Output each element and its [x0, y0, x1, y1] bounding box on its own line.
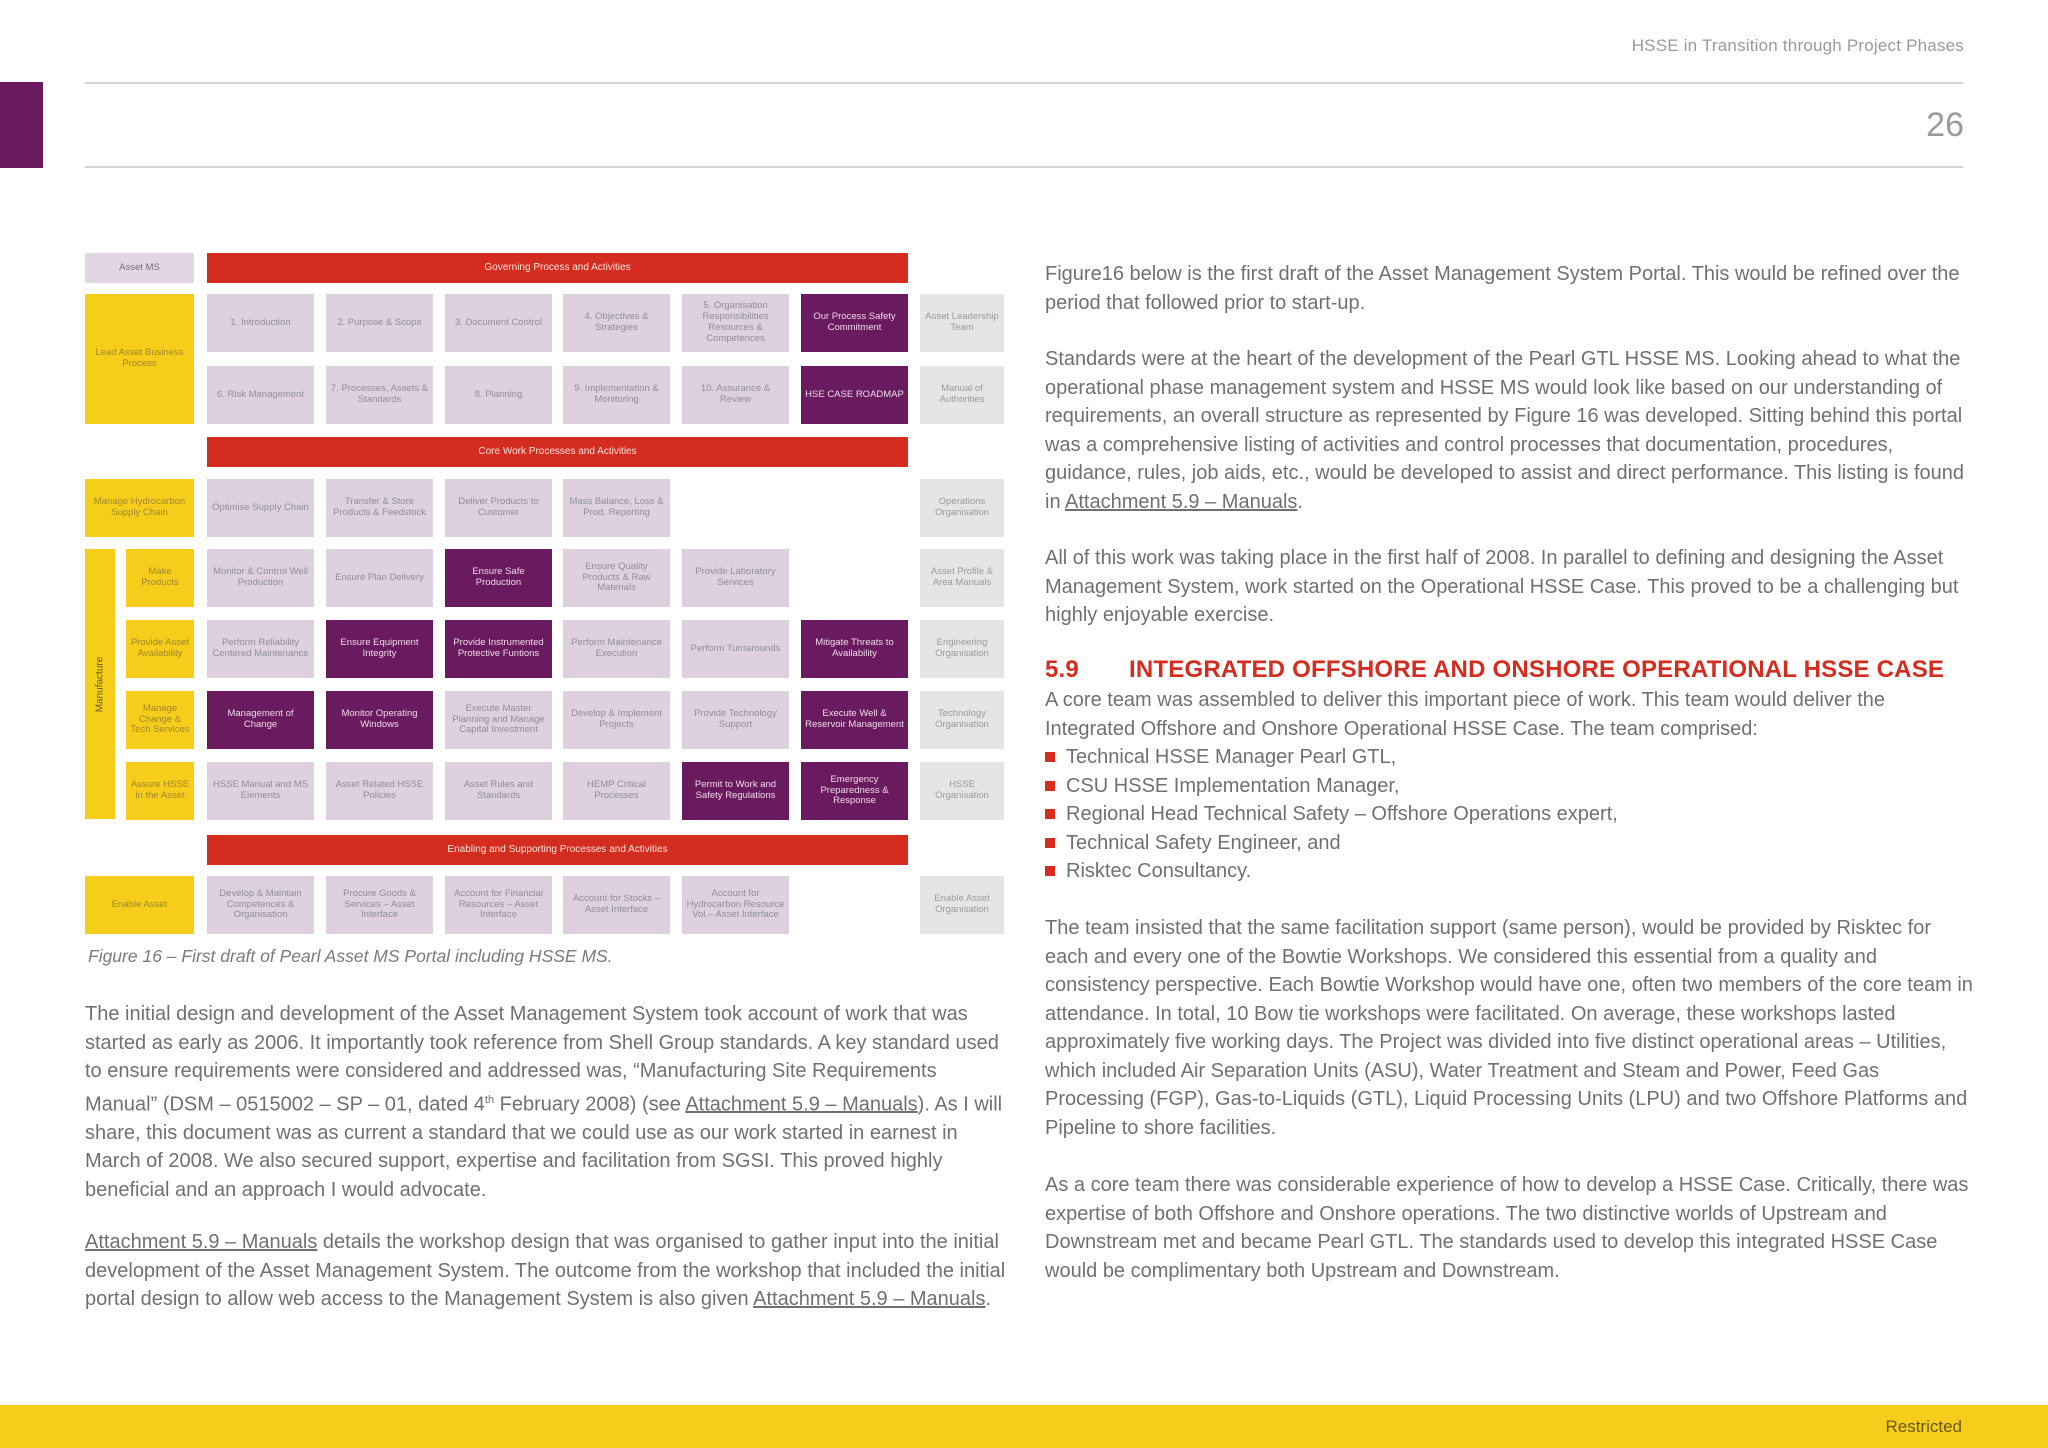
right-enable-org: Enable Asset Organisation [920, 876, 1004, 934]
core-cell: Ensure Plan Delivery [326, 549, 433, 607]
right-engineering: Engineering Organisation [920, 620, 1004, 678]
bullet-square-icon [1045, 866, 1055, 876]
gov-cell-highlight: HSE CASE ROADMAP [801, 366, 908, 424]
core-cell: HEMP Critical Processes [563, 762, 670, 820]
running-header: HSSE in Transition through Project Phases [1631, 36, 1964, 55]
enable-cell: Account for Financial Resources – Asset Interface [445, 876, 552, 934]
bullet-square-icon [1045, 838, 1055, 848]
band-core: Core Work Processes and Activities [207, 437, 908, 467]
right-paragraph-3: All of this work was taking place in the first half of 2008. In parallel to defining and designing the Asset Management System, work started on the Operational HSSE Case. This proved to be a challenging but highly enjoyable exercise. [1045, 547, 1959, 626]
list-item: Technical Safety Engineer, and [1045, 829, 1970, 858]
right-leadership: Asset Leadership Team [920, 294, 1004, 352]
list-item: Regional Head Technical Safety – Offshore Operations expert, [1045, 800, 1970, 829]
right-hsse-org: HSSE Organisation [920, 762, 1004, 820]
right-asset-profile: Asset Profile & Area Manuals [920, 549, 1004, 607]
asset-ms-label: Asset MS [85, 253, 194, 283]
core-cell-highlight: Mitigate Threats to Availability [801, 620, 908, 678]
header-rule-top [85, 82, 1963, 84]
enable-cell: Develop & Maintain Competences & Organisation [207, 876, 314, 934]
enable-cell: Account for Hydrocarbon Resource Vol.– Asset Interface [682, 876, 789, 934]
right-paragraph-4: A core team was assembled to deliver this important piece of work. This team would deliver the Integrated Offshore and Onshore Operational HSSE Case. The team comprised: [1045, 689, 1886, 740]
section-number: 5.9 [1045, 656, 1079, 683]
gov-cell: 5. Organisation Responsibilities Resources & Competences [682, 294, 789, 352]
core-cell: Mass Balance, Loss & Prod. Reporting [563, 479, 670, 537]
gov-cell: 2. Purpose & Scope [326, 294, 433, 352]
header-rule-bottom [85, 166, 1963, 168]
team-list [1045, 743, 1970, 886]
core-cell: Execute Master Planning and Manage Capital Investment [445, 691, 552, 749]
left-paragraph-2: Attachment 5.9 – Manuals details the workshop design that was organised to gather input into the initial development of the Asset Management System. The outcome from the workshop that included the initial portal design to allow web access to the Management System is also given Attachment 5.9 – Manuals. [85, 1231, 1006, 1310]
core-cell-highlight: Monitor Operating Windows [326, 691, 433, 749]
core-cell: Monitor & Control Well Production [207, 549, 314, 607]
left-manage-change: Manage Change & Tech Services [126, 691, 194, 749]
enable-cell: Procure Goods & Services – Asset Interface [326, 876, 433, 934]
section-heading [1045, 656, 1944, 684]
list-item: Risktec Consultancy. [1045, 857, 1970, 886]
classification-label: Restricted [1885, 1417, 1962, 1436]
core-cell: Deliver Products to Customer [445, 479, 552, 537]
left-supply-chain: Manage Hydrocarbon Supply Chain [85, 479, 194, 537]
left-lead-asset: Lead Asset Business Process [85, 294, 194, 424]
asset-ms-portal-figure [85, 253, 1004, 936]
gov-cell: 6. Risk Management [207, 366, 314, 424]
core-cell: Asset Rules and Standards [445, 762, 552, 820]
core-cell-highlight: Permit to Work and Safety Regulations [682, 762, 789, 820]
right-paragraph-2: Standards were at the heart of the development of the Pearl GTL HSSE MS. Looking ahead to what the operational phase management system and HSSE MS would look like based on our understanding of requirements, an overall structure as represented by Figure 16 was developed. Sitting behind this portal was a comprehensive listing of activities and control processes that documentation, procedures, guidance, rules, job aids, etc., would be developed to assist and direct performance. This listing is found in Attachment 5.9 – Manuals. [1045, 348, 1965, 513]
core-cell: Optimise Supply Chain [207, 479, 314, 537]
left-assure-hsse: Assure HSSE in the Asset [126, 762, 194, 820]
left-paragraph-1: The initial design and development of the Asset Management System took account of work that was started as early as 2006. It importantly took reference from Shell Group standards. A key standard used to ensure requirements were considered and addressed was, “Manufacturing Site Requirements Manual” (DSM – 0515002 – SP – 01, dated 4th February 2008) (see Attachment 5.9 – Manuals). As I will share, this document was as current a standard that we could use as our work started in earnest in March of 2008. We also secured support, expertise and facilitation from SGSI. This proved highly beneficial and an approach I would advocate. [85, 1003, 1003, 1201]
left-provide-availability: Provide Asset Availability [126, 620, 194, 678]
right-operations: Operations Organisation [920, 479, 1004, 537]
right-paragraph-1: Figure16 below is the first draft of the Asset Management System Portal. This would be refined over the period that followed prior to start-up. [1045, 263, 1960, 314]
gov-cell: 10. Assurance & Review [682, 366, 789, 424]
gov-cell: 1. Introduction [207, 294, 314, 352]
right-manual: Manual of Authorities [920, 366, 1004, 424]
attachment-link[interactable]: Attachment 5.9 – Manuals [1065, 490, 1298, 513]
manufacture-label: Manufacture [85, 549, 115, 819]
gov-cell: 9. Implementation & Monitoring [563, 366, 670, 424]
bullet-square-icon [1045, 781, 1055, 791]
bullet-square-icon [1045, 752, 1055, 762]
footer-bar [0, 1405, 2048, 1448]
core-cell: Provide Laboratory Services [682, 549, 789, 607]
core-cell-highlight: Ensure Safe Production [445, 549, 552, 607]
core-cell: Perform Reliability Centered Maintenance [207, 620, 314, 678]
right-technology: Technology Organisation [920, 691, 1004, 749]
core-cell-highlight: Provide Instrumented Protective Funtions [445, 620, 552, 678]
core-cell: Asset Related HSSE Policies [326, 762, 433, 820]
attachment-link[interactable]: Attachment 5.9 – Manuals [85, 1231, 318, 1253]
gov-cell: 8. Planning [445, 366, 552, 424]
section-title: INTEGRATED OFFSHORE AND ONSHORE OPERATIONAL HSSE CASE [1129, 656, 1945, 683]
core-cell: Perform Maintenance Execution [563, 620, 670, 678]
gov-cell-highlight: Our Process Safety Commitment [801, 294, 908, 352]
list-item: Technical HSSE Manager Pearl GTL, [1045, 743, 1970, 772]
figure-caption: Figure 16 – First draft of Pearl Asset MS Portal including HSSE MS. [88, 946, 613, 966]
bullet-square-icon [1045, 809, 1055, 819]
core-cell: HSSE Manual and MS Elements [207, 762, 314, 820]
band-governing: Governing Process and Activities [207, 253, 908, 283]
core-cell-highlight: Management of Change [207, 691, 314, 749]
core-cell: Provide Technology Support [682, 691, 789, 749]
left-make-products: Make Products [126, 549, 194, 607]
section-tab-marker [0, 82, 43, 168]
core-cell-highlight: Ensure Equipment Integrity [326, 620, 433, 678]
page-number: 26 [1926, 106, 1964, 144]
attachment-link[interactable]: Attachment 5.9 – Manuals [685, 1093, 918, 1116]
band-enabling: Enabling and Supporting Processes and Activities [207, 835, 908, 865]
left-enable-asset: Enable Asset [85, 876, 194, 934]
core-cell: Develop & Implement Projects [563, 691, 670, 749]
attachment-link[interactable]: Attachment 5.9 – Manuals [753, 1288, 986, 1310]
core-cell-highlight: Execute Well & Reservoir Management [801, 691, 908, 749]
gov-cell: 3. Document Control [445, 294, 552, 352]
gov-cell: 4. Objectives & Strategies [563, 294, 670, 352]
core-cell-highlight: Emergency Preparedness & Response [801, 762, 908, 820]
right-paragraph-6: As a core team there was considerable experience of how to develop a HSSE Case. Critically, there was expertise of both Offshore and Onshore operations. The two distinctive worlds of Upstream and Downstream met and became Pearl GTL. The standards used to develop this integrated HSSE Case would be complimentary both Upstream and Downstream. [1045, 1174, 1969, 1282]
core-cell: Transfer & Store Products & Feedstock [326, 479, 433, 537]
gov-cell: 7. Processes, Assets & Standards [326, 366, 433, 424]
core-cell: Ensure Quality Products & Raw Materials [563, 549, 670, 607]
right-paragraph-5: The team insisted that the same facilitation support (same person), would be provided by Risktec for each and every one of the Bowtie Workshops. We considered this essential from a quality and consistency perspective. Each Bowtie Workshop would have one, often two members of the core team in attendance. In total, 10 Bow tie workshops were facilitated. On average, these workshops lasted approximately five working days. The Project was divided into five distinct operational areas – Utilities, which included Air Separation Units (ASU), Water Treatment and Steam and Power, Feed Gas Processing (FGP), Gas-to-Liquids (GTL), Liquid Processing Units (LPU) and two Offshore Platforms and Pipeline to shore facilities. [1045, 917, 1973, 1139]
enable-cell: Account for Stocks –Asset Interface [563, 876, 670, 934]
core-cell: Perform Turnarounds [682, 620, 789, 678]
list-item: CSU HSSE Implementation Manager, [1045, 772, 1970, 801]
